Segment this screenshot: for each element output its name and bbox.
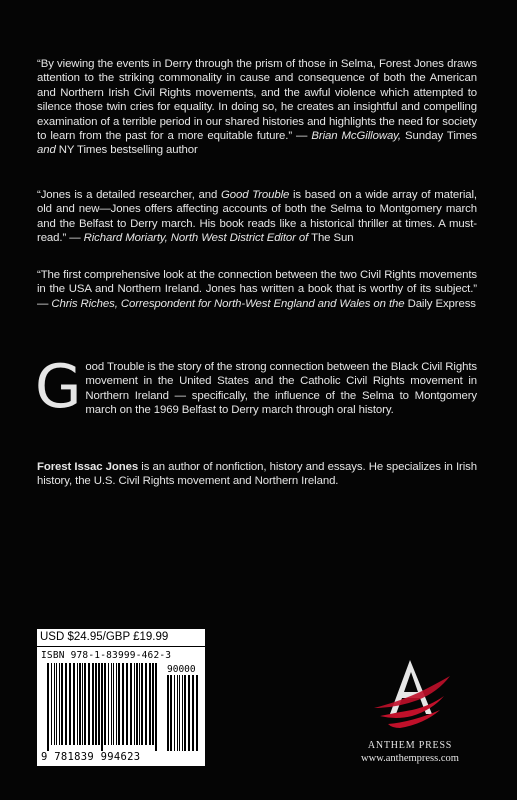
quote-source-detail-end: NY Times bestselling author bbox=[55, 144, 198, 157]
quote-text: “By viewing the events in Derry through the prism of those in Selma, Forest Jones draws attention to the striking commonality in cause and consequence of both the American and Northern Irish Civil Rights movements, and the awful violence which attempted to silence those twin cries for equality. In doing so, he creates an insightful and compelling examination of a terrible period in our shared histories and highlights the need for society to learn from the past for a more equitable future.” — bbox=[37, 58, 477, 143]
quote-source-detail: Sunday Times bbox=[401, 130, 478, 143]
price-divider bbox=[37, 646, 205, 647]
isbn-label: ISBN 978-1-83999-462-3 bbox=[41, 650, 172, 661]
quote-text-a: “Jones is a detailed researcher, and bbox=[37, 189, 221, 201]
endorsement-quote-mcgilloway bbox=[37, 57, 477, 158]
book-title: Good Trouble bbox=[220, 189, 290, 201]
endorsement-quote-riches bbox=[37, 268, 477, 311]
barcode-box bbox=[37, 629, 205, 766]
price-label: USD $24.95/GBP £19.99 bbox=[40, 631, 169, 643]
publisher-url: www.anthempress.com bbox=[361, 753, 459, 764]
quote-source-conjunction: and bbox=[37, 144, 56, 157]
dropcap-letter: G bbox=[35, 352, 82, 422]
publisher-name: ANTHEM PRESS bbox=[367, 740, 453, 751]
quote-source-end: The Sun bbox=[308, 232, 354, 245]
book-summary bbox=[35, 352, 477, 422]
endorsement-quote-moriarty bbox=[37, 188, 477, 246]
quote-source-end: Daily Express bbox=[404, 297, 476, 310]
publisher-block bbox=[340, 652, 480, 772]
author-name: Forest Issac Jones bbox=[37, 461, 139, 473]
anthem-logo-icon bbox=[340, 652, 480, 740]
author-bio bbox=[37, 460, 477, 489]
quote-text-b: is based on a wide array of material, old and new—Jones offers affecting accounts of both the Selma to Montgomery march and the Belfast to Derry march. His book reads like a historical thriller at times. A must-read.” — bbox=[37, 189, 477, 245]
quote-source: Brian McGilloway, bbox=[311, 130, 401, 143]
quote-source: Chris Riches, Correspondent for North-West England and Wales on the bbox=[51, 297, 405, 310]
ean-digits: 9 781839 994623 bbox=[41, 751, 141, 763]
bio-text: is an author of nonfiction, history and essays. He specializes in Irish history, the U.S. Civil Rights movement and Northern Ireland. bbox=[37, 461, 477, 488]
addon-code: 90000 bbox=[167, 664, 196, 675]
quote-text: “The first comprehensive look at the connection between the two Civil Rights movements in the USA and Northern Ireland. Jones has written a book that is worthy of its subject.” — bbox=[37, 269, 477, 310]
quote-source: Richard Moriarty, North West District Editor of bbox=[83, 232, 309, 245]
summary-text: ood Trouble is the story of the strong connection between the Black Civil Rights movement in the United States and the Catholic Civil Rights movement in Northern Ireland — specifically, the influence of the Selma to Montgomery march on the 1969 Belfast to Derry march through oral history. bbox=[85, 361, 477, 417]
barcode-bars bbox=[45, 663, 200, 751]
